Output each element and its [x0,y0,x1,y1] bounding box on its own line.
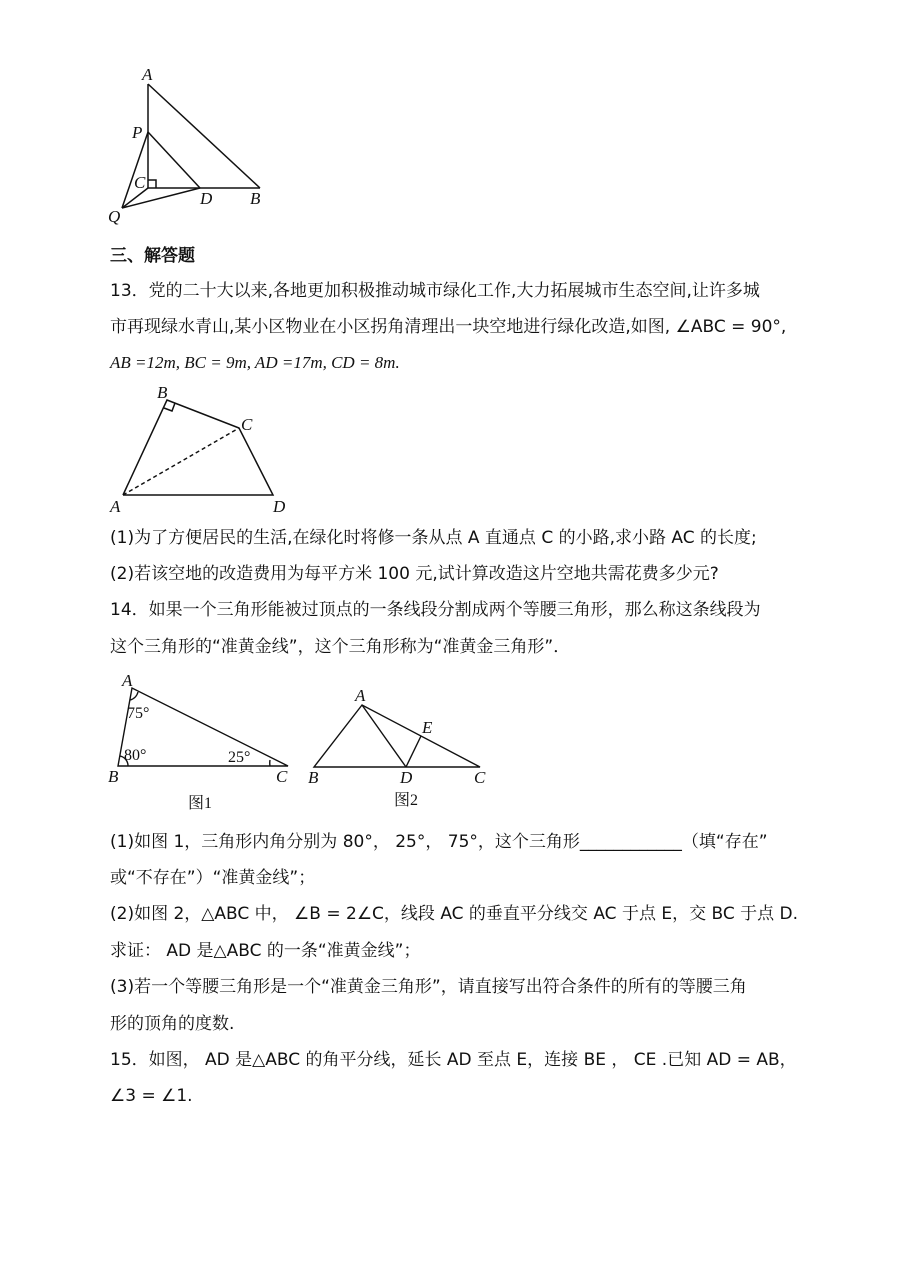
q14-figure-2 [300,683,510,813]
q13-text-line1: 13．党的二十大以来,各地更加积极推动城市绿化工作,大力拓展城市生态空间,让许多城 [110,281,760,301]
q14-text-line1: 14．如果一个三角形能被过顶点的一条线段分割成两个等腰三角形，那么称这条线段为 [110,600,761,620]
label-p: P [132,123,143,142]
q13-part1: (1)为了方便居民的生活,在绿化时将修一条从点 A 直通点 C 的小路,求小路 AC 的长度; [110,528,757,548]
segment-ad [362,705,406,767]
q14-fig1-angle-a: 75° [127,705,150,722]
q13-label-a: A [110,497,121,516]
q15-text-line2: ∠3 = ∠1. [110,1086,193,1106]
q14-part2-line2: 求证： AD 是△ABC 的一条“准黄金线”； [110,941,421,961]
label-b: B [250,189,261,208]
label-a: A [142,65,153,84]
segment-ab [148,84,260,188]
q14-fig1-label-b: B [108,767,119,786]
figure-triangle-apq [100,60,290,235]
q14-fig1-label-a: A [122,671,133,690]
q14-part2-line1: (2)如图 2，△ABC 中， ∠B = 2∠C，线段 AC 的垂直平分线交 AC 于点 E，交 BC 于点 D. [110,904,799,924]
q13-text-line3: AB =12m, BC = 9m, AD =17m, CD = 8m. [110,353,400,372]
q14-text-line2: 这个三角形的“准黄金线”，这个三角形称为“准黄金三角形”． [110,637,571,657]
q15-text-line1: 15．如图， AD 是△ABC 的角平分线，延长 AD 至点 E，连接 BE ， CE .已知 AD = AB， [110,1050,797,1070]
q14-fig1-caption: 图1 [188,795,213,812]
segment-de [406,736,421,767]
q14-fig2-label-d: D [400,768,413,787]
label-d: D [200,189,213,208]
q13-label-c: C [241,415,253,434]
right-angle-mark [148,180,156,188]
q14-figure-1 [100,668,310,818]
q14-fig1-label-c: C [276,767,288,786]
q14-part1-line2: 或“不存在”）“准黄金线”； [110,868,316,888]
q14-fig1-angle-c: 25° [228,749,251,766]
q14-part3-line2: 形的顶角的度数. [110,1014,235,1034]
q14-fig2-caption: 图2 [394,792,419,809]
segment-qp [122,132,148,208]
triangle-abc [314,705,480,767]
q13-text-line2: 市再现绿水青山,某小区物业在小区拐角清理出一块空地进行绿化改造,如图, ∠ABC = 90°, [110,317,787,337]
q14-fig2-label-a: A [355,686,366,705]
section-heading: 三、解答题 [110,246,195,266]
q14-part3-line1: (3)若一个等腰三角形是一个“准黄金三角形”，请直接写出符合条件的所有的等腰三角 [110,977,747,997]
q14-fig1-angle-b: 80° [124,747,147,764]
q13-label-b: B [157,383,168,402]
q14-fig2-label-c: C [474,768,486,787]
q13-part2: (2)若该空地的改造费用为每平方米 100 元,试计算改造这片空地共需花费多少元? [110,564,719,584]
q14-part1-line1: (1)如图 1，三角形内角分别为 80°， 25°， 75°，这个三角形____________（填“存在” [110,832,768,852]
q14-fig2-label-b: B [308,768,319,787]
q13-label-d: D [273,497,286,516]
q14-fig2-label-e: E [422,718,433,737]
segment-ac-dashed [123,428,239,495]
q13-figure-quadrilateral [105,382,305,517]
label-q: Q [108,207,121,226]
label-c: C [134,173,146,192]
